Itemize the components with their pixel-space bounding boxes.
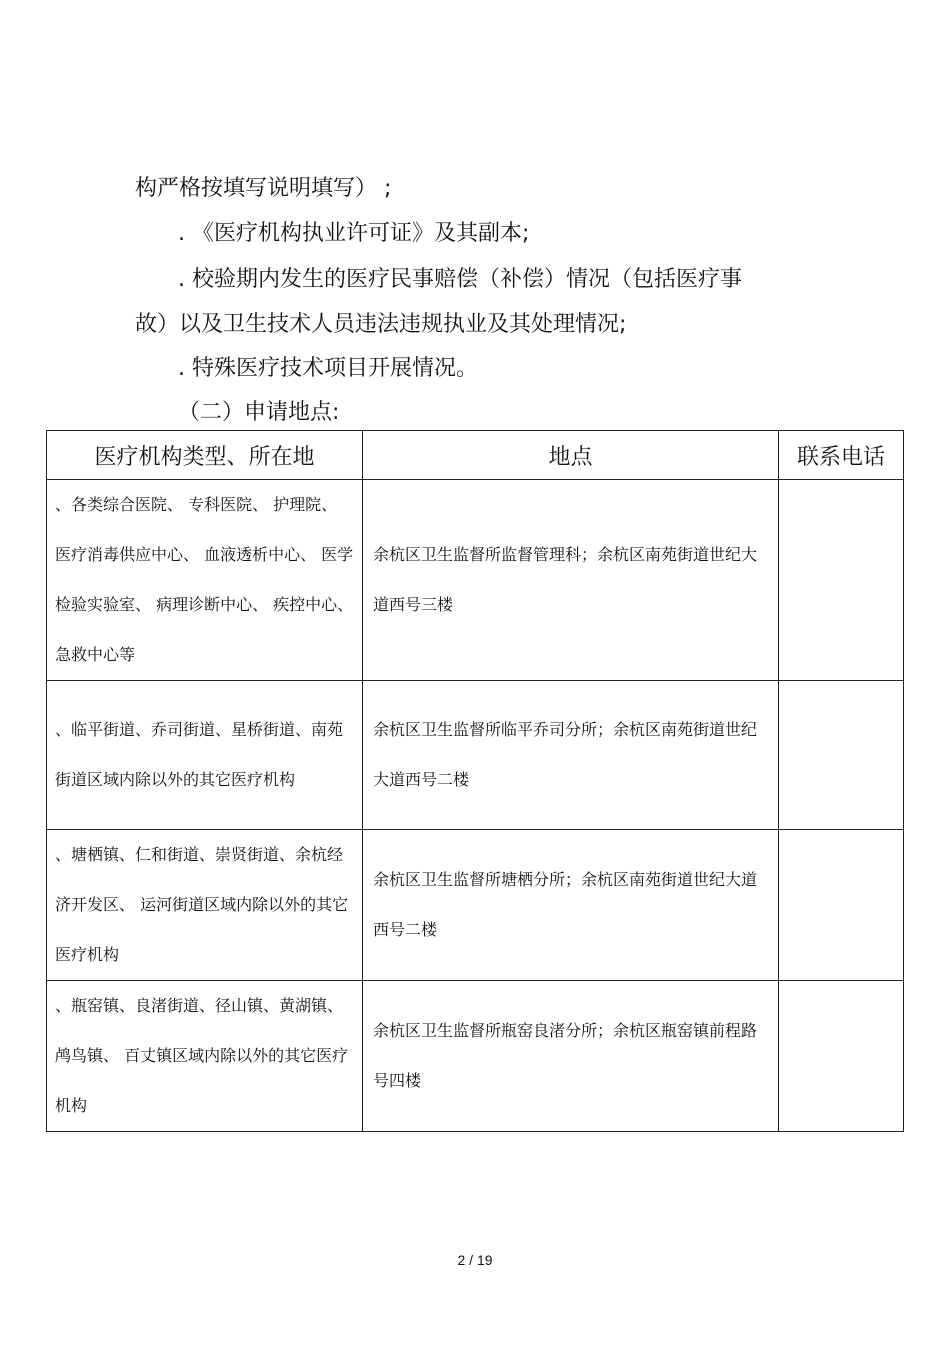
section-heading-application-location: （二）申请地点: [178, 400, 340, 425]
paragraph-item-license: . 《医疗机构执业许可证》及其副本; [178, 221, 530, 246]
header-phone: 联系电话 [779, 431, 904, 480]
header-location: 地点 [363, 431, 779, 480]
cell-location: 余杭区卫生监督所瓶窑良渚分所；余杭区瓶窑镇前程路号四楼 [363, 981, 779, 1132]
cell-location: 余杭区卫生监督所塘栖分所；余杭区南苑街道世纪大道西号二楼 [363, 830, 779, 981]
table-row [47, 981, 904, 1132]
paragraph-item-special-tech: . 特殊医疗技术项目开展情况。 [178, 356, 478, 381]
cell-institution-type: 、临平街道、乔司街道、星桥街道、南苑街道区域内除以外的其它医疗机构 [47, 681, 363, 830]
paragraph-item-compensation-cont: 故）以及卫生技术人员违法违规执业及其处理情况; [135, 312, 627, 337]
cell-phone [779, 681, 904, 830]
header-institution-type: 医疗机构类型、所在地 [47, 431, 363, 480]
paragraph-item-compensation: . 校验期内发生的医疗民事赔偿（补偿）情况（包括医疗事 [178, 267, 742, 292]
cell-location: 余杭区卫生监督所临平乔司分所；余杭区南苑街道世纪大道西号二楼 [363, 681, 779, 830]
cell-phone [779, 480, 904, 681]
cell-phone [779, 981, 904, 1132]
cell-institution-type: 、塘栖镇、仁和街道、崇贤街道、余杭经济开发区、 运河街道区域内除以外的其它医疗机构 [47, 830, 363, 981]
table-row [47, 681, 904, 830]
page-number: 2 / 19 [457, 1252, 493, 1268]
cell-phone [779, 830, 904, 981]
cell-institution-type: 、各类综合医院、 专科医院、 护理院、 医疗消毒供应中心、 血液透析中心、 医学检验实验室、 病理诊断中心、 疾控中心、急救中心等 [47, 480, 363, 681]
table-row [47, 830, 904, 981]
cell-institution-type: 、瓶窑镇、良渚街道、径山镇、黄湖镇、鸬鸟镇、 百丈镇区域内除以外的其它医疗机构 [47, 981, 363, 1132]
cell-location: 余杭区卫生监督所监督管理科；余杭区南苑街道世纪大道西号三楼 [363, 480, 779, 681]
application-location-table [46, 430, 904, 1132]
table-header-row [47, 431, 904, 480]
paragraph-line-1: 构严格按填写说明填写） ; [135, 176, 392, 201]
table-row [47, 480, 904, 681]
